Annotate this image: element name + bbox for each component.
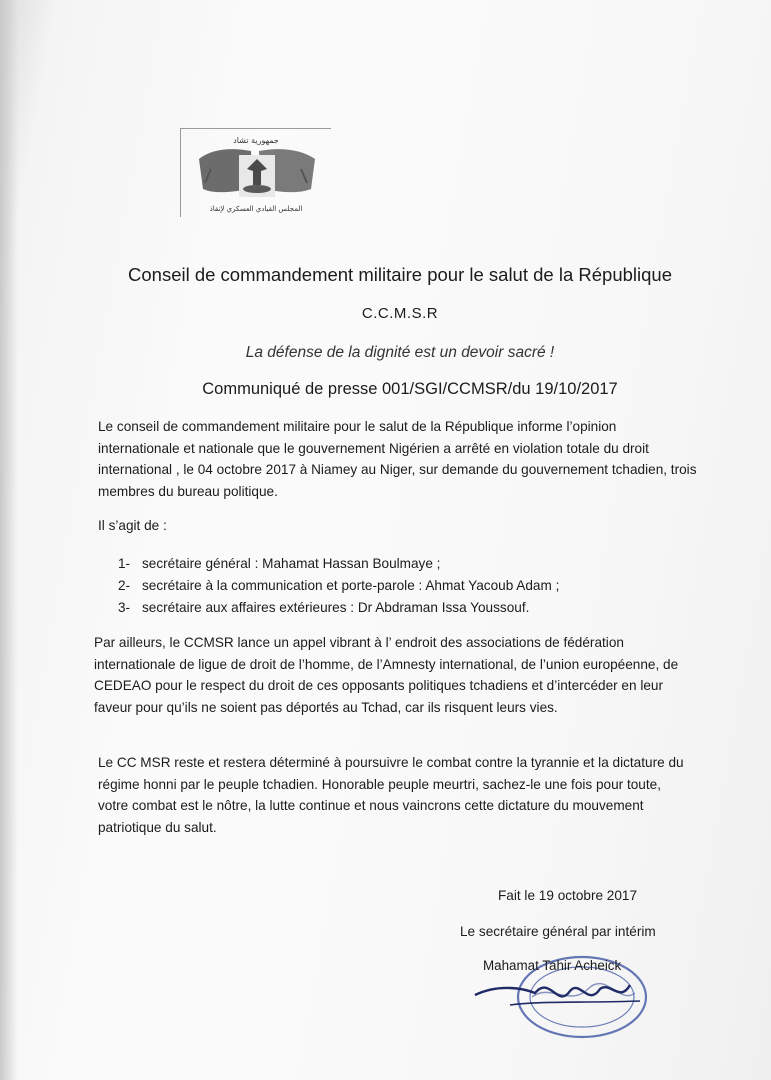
- list-item-number: 2-: [118, 578, 131, 593]
- organization-logo: [180, 128, 331, 217]
- list-item-number: 1-: [118, 556, 131, 571]
- organization-acronym: C.C.M.S.R: [361, 305, 439, 322]
- logo-emblem-icon: [181, 129, 331, 217]
- list-item-number: 3-: [118, 600, 131, 615]
- list-item: [118, 553, 678, 575]
- paragraph-appeal: Par ailleurs, le CCMSR lance un appel vibrant à l’ endroit des associations de fédération internationale de ligue de droit de l’homme, de l’Amnesty international, de l’union européenne, de CEDEAO pour le respect du droit de ces opposants politiques tchadiens et d’intercéder en leur faveur pour qu’ils ne soient pas déportés au Tchad, car ils risquent leurs vies.: [94, 635, 679, 715]
- members-list: [118, 553, 678, 619]
- document-title: Conseil de commandement militaire pour le salut de la République: [128, 264, 672, 285]
- paragraph-resolve: Le CC MSR reste et restera déterminé à poursuivre le combat contre la tyrannie et la dictature du régime honni par le peuple tchadien. Honorable peuple meurtri, sachez-le une fois pour toute, votre combat est le nôtre, la lutte continue et nous vaincrons cette dictature du mouvement patriotique du salut.: [98, 755, 684, 835]
- list-item-text: secrétaire général : Mahamat Hassan Boulmaye ;: [142, 556, 441, 571]
- logo-top-text: جمهورية تشاد: [233, 136, 279, 145]
- logo-bottom-text: المجلس القيادي العسكري لإنقاذ: [209, 205, 303, 213]
- list-intro: Il s’agit de :: [98, 518, 167, 533]
- signer-name: Mahamat Tahir Acheick: [483, 958, 622, 973]
- list-item-text: secrétaire à la communication et porte-parole : Ahmat Yacoub Adam ;: [142, 578, 560, 593]
- page-edge-shadow: [0, 0, 18, 1080]
- paragraph-announcement: Le conseil de commandement militaire pour le salut de la République informe l’opinion internationale et nationale que le gouvernement Nigérien a arrêté en violation totale du droit international , le 04 octobre 2017 à Niamey au Niger, sur demande du gouvernement tchadien, trois membres du bureau politique.: [98, 419, 697, 499]
- organization-motto: La défense de la dignité est un devoir sacré !: [245, 344, 555, 361]
- list-item: [118, 597, 678, 619]
- list-item: [118, 575, 678, 597]
- date-line: Fait le 19 octobre 2017: [498, 888, 638, 903]
- communique-reference: Communiqué de presse 001/SGI/CCMSR/du 19/10/2017: [202, 380, 618, 398]
- signer-role: Le secrétaire général par intérim: [460, 924, 656, 939]
- list-item-text: secrétaire aux affaires extérieures : Dr Abdraman Issa Youssouf.: [142, 600, 530, 615]
